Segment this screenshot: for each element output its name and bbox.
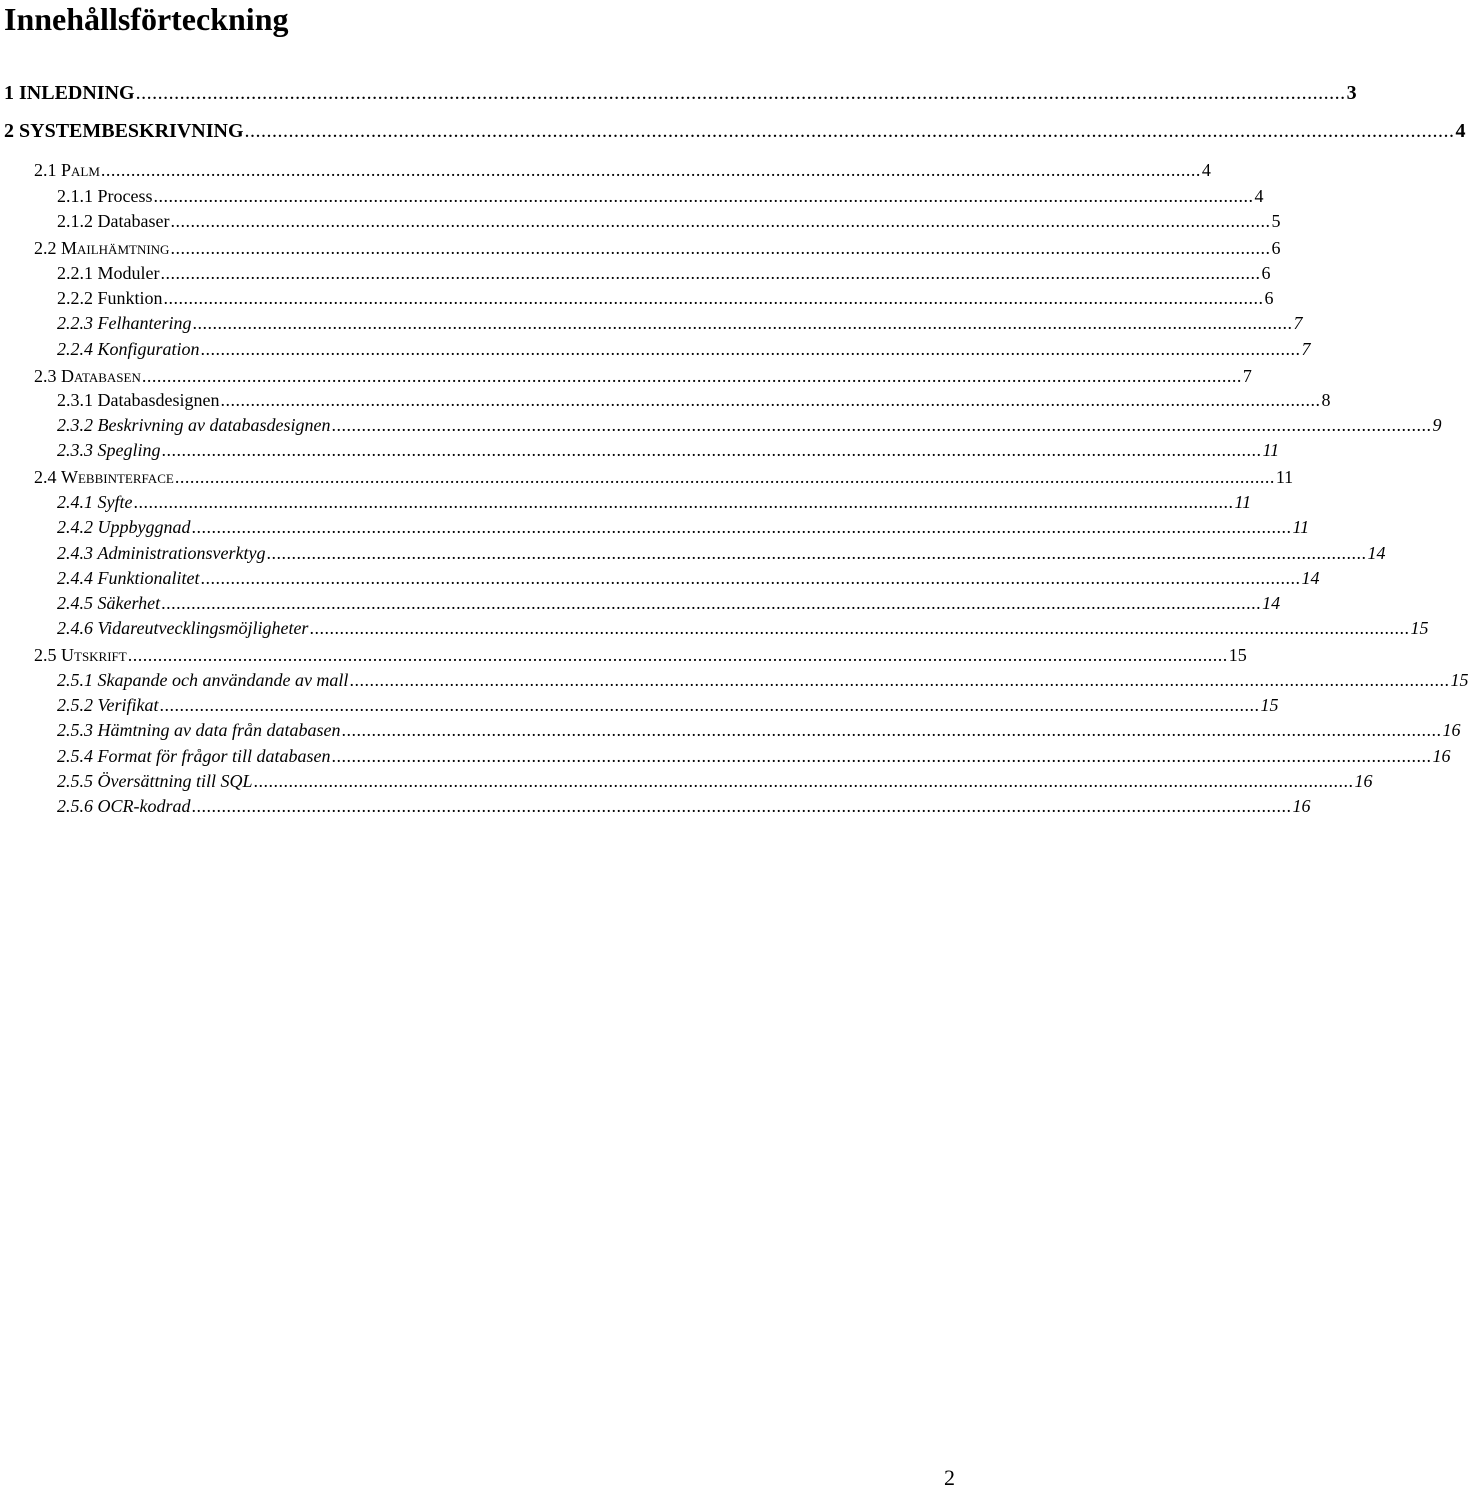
toc-entry-number: 2.2.2 — [57, 288, 93, 308]
toc-entry-number: 2 — [4, 120, 14, 142]
toc-entry[interactable] — [57, 540, 1386, 566]
toc-entry[interactable] — [57, 793, 1311, 819]
toc-dot-leader: ............................................................................................................................................................................................................................ — [266, 543, 1367, 563]
toc-entry[interactable] — [57, 717, 1461, 743]
toc-entry-page: 11 — [1275, 467, 1294, 487]
toc-dot-leader: ............................................................................................................................................................................................................................ — [192, 313, 1293, 333]
toc-entry-page: 14 — [1262, 593, 1281, 613]
toc-entry-number: 2.4.1 — [57, 492, 93, 512]
toc-entry-number: 2.5.2 — [57, 695, 93, 715]
toc-entry-number: 1 — [4, 82, 14, 104]
toc-dot-leader: ............................................................................................................................................................................................................................ — [253, 771, 1354, 791]
toc-dot-leader: ............................................................................................................................................................................................................................ — [161, 440, 1262, 460]
toc-entry-page: 14 — [1367, 543, 1386, 563]
toc-entry-number: 2.5 — [34, 645, 57, 665]
toc-dot-leader: ............................................................................................................................................................................................................................ — [220, 390, 1321, 410]
toc-entry-title: Spegling — [97, 440, 161, 460]
toc-entry-page: 11 — [1234, 492, 1252, 512]
toc-entry-page: 15 — [1260, 695, 1279, 715]
toc-entry-title: Säkerhet — [97, 593, 161, 613]
toc-entry-page: 6 — [1271, 238, 1281, 258]
toc-dot-leader: ............................................................................................................................................................................................................................ — [191, 517, 1292, 537]
toc-dot-leader: ............................................................................................................................................................................................................................ — [331, 415, 1432, 435]
toc-dot-leader: ............................................................................................................................................................................................................................ — [135, 82, 1346, 104]
toc-entry-title: Verifikat — [97, 695, 159, 715]
toc-entry-number: 2.2.3 — [57, 313, 93, 333]
toc-entry-number: 2.5.3 — [57, 720, 93, 740]
toc-entry-page: 11 — [1292, 517, 1310, 537]
toc-entry-number: 2.4.5 — [57, 593, 93, 613]
toc-entry-title: Process — [97, 186, 153, 206]
toc-entry-page: 5 — [1271, 211, 1281, 231]
toc-entry-page: 6 — [1261, 263, 1271, 283]
toc-entry-page: 11 — [1262, 440, 1280, 460]
toc-entry[interactable] — [57, 565, 1320, 591]
toc-entry-number: 2.4.6 — [57, 618, 93, 638]
toc-entry-page: 3 — [1346, 82, 1357, 104]
toc-entry[interactable] — [57, 768, 1373, 794]
toc-entry[interactable] — [34, 642, 1247, 668]
toc-entry-title: Databasen — [61, 366, 141, 386]
toc-entry-title: Funktionalitet — [97, 568, 200, 588]
toc-entry[interactable] — [34, 363, 1252, 389]
toc-entry-number: 2.4.4 — [57, 568, 93, 588]
toc-entry-page: 15 — [1228, 645, 1247, 665]
toc-entry-number: 2.2.1 — [57, 263, 93, 283]
toc-dot-leader: ............................................................................................................................................................................................................................ — [170, 238, 1271, 258]
toc-entry-title: Felhantering — [97, 313, 192, 333]
toc-entry-number: 2.4.3 — [57, 543, 93, 563]
toc-entry[interactable] — [57, 285, 1274, 311]
toc-dot-leader: ............................................................................................................................................................................................................................ — [349, 670, 1450, 690]
toc-entry[interactable] — [57, 692, 1279, 718]
toc-entry-title: Webbinterface — [61, 467, 174, 487]
toc-entry[interactable] — [57, 489, 1252, 515]
toc-entry-number: 2.3.3 — [57, 440, 93, 460]
toc-entry-page: 15 — [1410, 618, 1429, 638]
toc-entry-page: 16 — [1432, 746, 1451, 766]
toc-entry-title: Palm — [61, 160, 100, 180]
toc-entry[interactable] — [57, 387, 1331, 413]
toc-entry-number: 2.2.4 — [57, 339, 93, 359]
toc-dot-leader: ............................................................................................................................................................................................................................ — [244, 120, 1455, 142]
toc-entry[interactable] — [34, 235, 1281, 261]
toc-entry-number: 2.5.5 — [57, 771, 93, 791]
toc-entry-page: 16 — [1292, 796, 1311, 816]
toc-entry-title: Syfte — [97, 492, 133, 512]
page-title: Innehållsförteckning — [4, 1, 289, 37]
toc-entry-page: 4 — [1455, 120, 1466, 142]
toc-entry-title: Format för frågor till databasen — [97, 746, 331, 766]
toc-entry-number: 2.4 — [34, 467, 57, 487]
toc-entry-page: 15 — [1450, 670, 1468, 690]
toc-entry-page: 14 — [1301, 568, 1320, 588]
toc-entry-page: 7 — [1301, 339, 1311, 359]
toc-dot-leader: ............................................................................................................................................................................................................................ — [160, 263, 1261, 283]
toc-dot-leader: ............................................................................................................................................................................................................................ — [341, 720, 1442, 740]
toc-entry[interactable] — [57, 743, 1451, 769]
toc-entry-number: 2.3.1 — [57, 390, 93, 410]
toc-entry-title: OCR-kodrad — [97, 796, 191, 816]
toc-entry[interactable] — [57, 208, 1281, 234]
toc-entry[interactable] — [34, 464, 1294, 490]
toc-entry-page: 7 — [1242, 366, 1252, 386]
toc-entry[interactable] — [34, 157, 1211, 183]
toc-dot-leader: ............................................................................................................................................................................................................................ — [331, 746, 1432, 766]
toc-entry-title: Översättning till SQL — [97, 771, 253, 791]
toc-entry-page: 16 — [1354, 771, 1373, 791]
toc-entry-number: 2.5.1 — [57, 670, 93, 690]
toc-entry-number: 2.1 — [34, 160, 57, 180]
toc-entry-title: Moduler — [97, 263, 160, 283]
toc-entry[interactable] — [57, 310, 1303, 336]
toc-entry-number: 2.3.2 — [57, 415, 93, 435]
toc-entry[interactable] — [57, 590, 1281, 616]
toc-entry-title: Mailhämtning — [61, 238, 170, 258]
toc-dot-leader: ............................................................................................................................................................................................................................ — [153, 186, 1254, 206]
toc-entry-page: 4 — [1254, 186, 1264, 206]
toc-entry[interactable] — [57, 412, 1442, 438]
toc-entry-title: Vidareutvecklingsmöjligheter — [97, 618, 309, 638]
toc-entry-title: Funktion — [97, 288, 163, 308]
toc-entry-number: 2.3 — [34, 366, 57, 386]
toc-dot-leader: ............................................................................................................................................................................................................................ — [100, 160, 1201, 180]
toc-entry-page: 6 — [1264, 288, 1274, 308]
toc-dot-leader: ............................................................................................................................................................................................................................ — [141, 366, 1242, 386]
toc-entry-title: Hämtning av data från databasen — [97, 720, 341, 740]
page-number: 2 — [944, 1465, 955, 1490]
toc-dot-leader: ............................................................................................................................................................................................................................ — [309, 618, 1410, 638]
toc-entry-number: 2.1.2 — [57, 211, 93, 231]
toc-entry-title: INLEDNING — [19, 82, 135, 104]
toc-entry-page: 8 — [1321, 390, 1331, 410]
toc-entry-title: Konfiguration — [97, 339, 200, 359]
toc-entry[interactable] — [57, 615, 1429, 641]
toc-entry-page: 4 — [1201, 160, 1211, 180]
toc-dot-leader: ............................................................................................................................................................................................................................ — [191, 796, 1292, 816]
toc-entry-number: 2.2 — [34, 238, 57, 258]
toc-entry-number: 2.5.4 — [57, 746, 93, 766]
toc-entry-title: Administrationsverktyg — [97, 543, 266, 563]
toc-entry[interactable] — [57, 514, 1310, 540]
toc-entry-number: 2.5.6 — [57, 796, 93, 816]
toc-entry[interactable] — [4, 118, 1466, 144]
toc-entry-page: 9 — [1432, 415, 1442, 435]
toc-entry[interactable] — [57, 183, 1264, 209]
toc-dot-leader: ............................................................................................................................................................................................................................ — [163, 288, 1264, 308]
toc-entry[interactable] — [57, 667, 1468, 693]
toc-entry-number: 2.4.2 — [57, 517, 93, 537]
toc-dot-leader: ............................................................................................................................................................................................................................ — [127, 645, 1228, 665]
toc-entry-title: Skapande och användande av mall — [97, 670, 349, 690]
toc-dot-leader: ............................................................................................................................................................................................................................ — [174, 467, 1275, 487]
toc-entry-title: Databaser — [97, 211, 170, 231]
toc-dot-leader: ............................................................................................................................................................................................................................ — [200, 568, 1301, 588]
toc-dot-leader: ............................................................................................................................................................................................................................ — [200, 339, 1301, 359]
toc-entry-title: SYSTEMBESKRIVNING — [19, 120, 244, 142]
toc-entry-title: Utskrift — [61, 645, 127, 665]
toc-dot-leader: ............................................................................................................................................................................................................................ — [159, 695, 1260, 715]
toc-entry-title: Beskrivning av databasdesignen — [97, 415, 331, 435]
toc-entry-title: Uppbyggnad — [97, 517, 191, 537]
toc-entry-page: 16 — [1442, 720, 1461, 740]
toc-entry[interactable] — [4, 80, 1357, 106]
toc-entry[interactable] — [57, 336, 1311, 362]
toc-entry-number: 2.1.1 — [57, 186, 93, 206]
toc-entry[interactable] — [57, 437, 1280, 463]
toc-entry[interactable] — [57, 260, 1271, 286]
toc-dot-leader: ............................................................................................................................................................................................................................ — [161, 593, 1262, 613]
toc-entry-title: Databasdesignen — [97, 390, 220, 410]
toc-dot-leader: ............................................................................................................................................................................................................................ — [133, 492, 1234, 512]
toc-dot-leader: ............................................................................................................................................................................................................................ — [170, 211, 1271, 231]
toc-entry-page: 7 — [1293, 313, 1303, 333]
